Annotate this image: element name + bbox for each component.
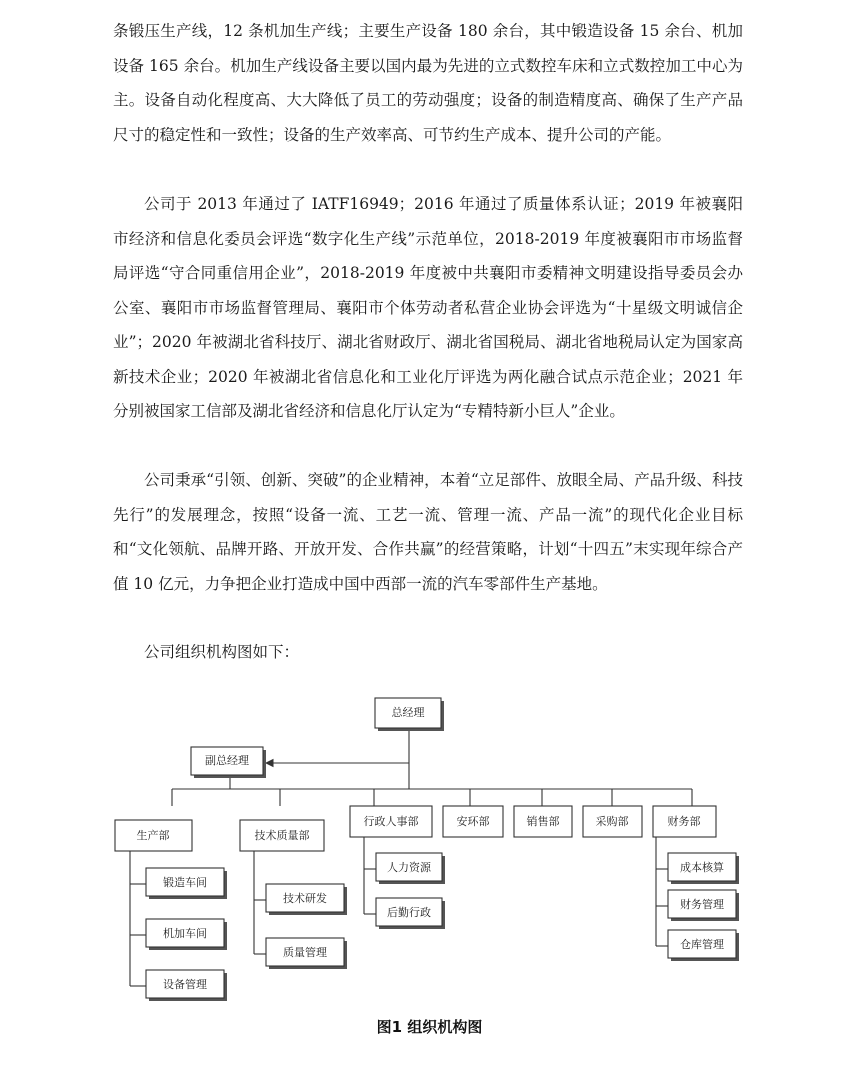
org-node-label: 安环部 (456, 815, 490, 828)
org-node-machining-workshop (146, 919, 227, 950)
org-node-quality-management (266, 938, 347, 969)
org-node-label: 财务管理 (680, 898, 724, 911)
org-node-logistics-admin (376, 898, 445, 929)
org-node-label: 人力资源 (387, 861, 431, 874)
org-node-label: 质量管理 (283, 946, 327, 959)
paragraph-certifications-honors: 公司于 2013 年通过了 IATF16949；2016 年通过了质量体系认证；2019 年被襄阳市经济和信息化委员会评选“数字化生产线”示范单位，2018-2019 年度被襄阳市市场监督局评选“守合同重信用企业”，2018-2019 年度被中共襄阳市委精神文明建设指导委员会办公室、襄阳市市场监督管理局、襄阳市个体劳动者私营企业协会评选为“十星级文明诚信企业”；2020 年被湖北省科技厅、湖北省财政厅、湖北省国税局、湖北省地税局认定为国家高新技术企业；2020 年被湖北省信息化和工业化厅评选为两化融合试点示范企业；2021 年分别被国家工信部及湖北省经济和信息化厅认定为“专精特新小巨人”企业。 (113, 195, 743, 420)
org-node-label: 采购部 (595, 815, 629, 828)
org-node-general-manager (375, 698, 444, 731)
org-node-human-resources (376, 853, 445, 884)
org-node-label: 销售部 (526, 815, 560, 828)
paragraph-company-philosophy: 公司秉承“引领、创新、突破”的企业精神，本着“立足部件、放眼全局、产品升级、科技先行”的发展理念，按照“设备一流、工艺一流、管理一流、产品一流”的现代化企业目标和“文化领航、品牌开路、开放开发、合作共赢”的经营策略，计划“十四五”末实现年综合产值 10 亿元，力争把企业打造成中国中西部一流的汽车零部件生产基地。 (113, 471, 743, 593)
org-node-tech-quality (240, 820, 324, 851)
org-node-label: 成本核算 (680, 861, 724, 874)
org-node-label: 技术质量部 (254, 829, 310, 842)
org-node-forging-workshop (146, 868, 227, 899)
org-node-label: 仓库管理 (680, 938, 724, 951)
org-node-label: 设备管理 (163, 978, 207, 991)
figure-caption: 图1 组织机构图 (376, 1018, 483, 1036)
org-node-label: 财务部 (667, 815, 701, 828)
org-node-label: 副总经理 (205, 754, 249, 767)
org-node-label: 锻造车间 (163, 876, 207, 889)
org-node-label: 总经理 (391, 706, 425, 719)
org-node-procurement (583, 806, 642, 837)
org-node-admin-hr (350, 806, 432, 837)
org-node-label: 后勤行政 (387, 906, 431, 919)
org-node-finance (653, 806, 716, 837)
org-node-tech-rnd (266, 884, 347, 915)
paragraph-production-equipment: 条锻压生产线，12 条机加生产线；主要生产设备 180 余台，其中锻造设备 15 余台、机加设备 165 余台。机加生产线设备主要以国内最为先进的立式数控车床和立式数控加工中心为主。设备自动化程度高、大大降低了员工的劳动强度；设备的制造精度高、确保了生产产品尺寸的稳定性和一致性；设备的生产效率高、可节约生产成本、提升公司的产能。 (113, 22, 743, 144)
org-node-label: 行政人事部 (363, 815, 419, 828)
org-node-label: 技术研发 (283, 892, 327, 905)
org-node-safety-env (443, 806, 503, 837)
org-node-label: 机加车间 (163, 927, 207, 940)
paragraph-org-chart-intro: 公司组织机构图如下： (144, 643, 300, 661)
org-node-sales (514, 806, 572, 837)
org-node-cost-accounting (668, 853, 739, 884)
org-node-label: 生产部 (136, 829, 170, 842)
org-node-equipment-management (146, 970, 227, 1001)
org-node-production (115, 820, 192, 851)
org-node-warehouse-management (668, 930, 739, 961)
org-node-financial-management (668, 890, 739, 921)
org-node-deputy-general-manager (191, 747, 266, 778)
